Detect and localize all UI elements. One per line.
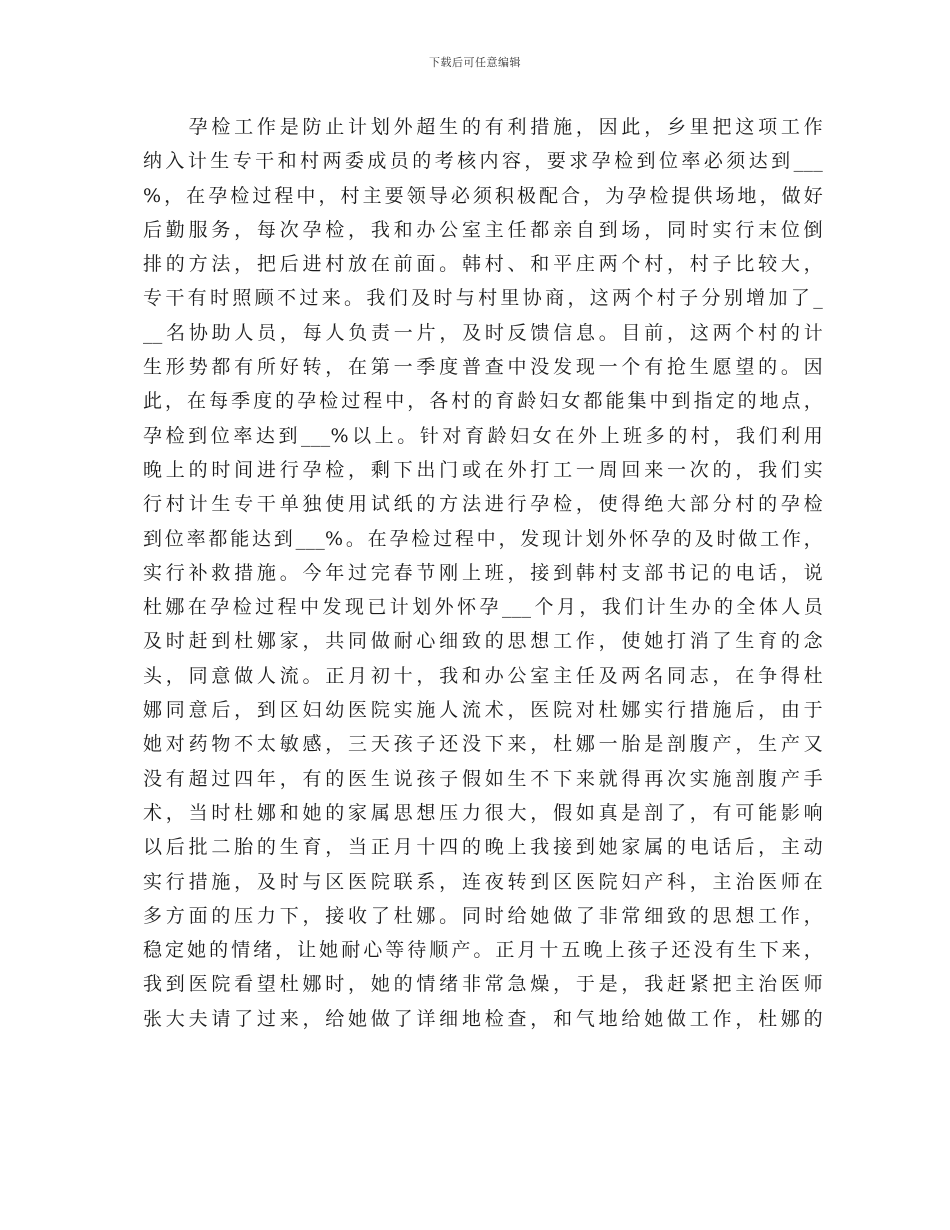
- text-line: 没有超过四年，有的医生说孩子假如生不下来就得再次实施剖腹产手: [143, 767, 823, 790]
- text-line: 实行补救措施。今年过完春节刚上班，接到韩村支部书记的电话，说: [143, 561, 823, 584]
- text-line: 多方面的压力下，接收了杜娜。同时给她做了非常细致的思想工作，: [143, 904, 823, 927]
- text-line: 娜同意后，到区妇幼医院实施人流术，医院对杜娜实行措施后，由于: [143, 699, 823, 722]
- text-line: 生形势都有所好转，在第一季度普查中没发现一个有抢生愿望的。因: [143, 356, 823, 379]
- text-line: 到位率都能达到___%。在孕检过程中，发现计划外怀孕的及时做工作，: [143, 527, 823, 550]
- text-line: 纳入计生专干和村两委成员的考核内容，要求孕检到位率必须达到___: [143, 150, 823, 173]
- text-line: 张大夫请了过来，给她做了详细地检查，和气地给她做工作，杜娜的: [143, 1007, 823, 1030]
- page-header: 下载后可任意编辑: [429, 56, 521, 69]
- text-line: %，在孕检过程中，村主要领导必须积极配合，为孕检提供场地，做好: [143, 184, 823, 207]
- text-line: 术，当时杜娜和她的家属思想压力很大，假如真是剖了，有可能影响: [143, 801, 823, 824]
- text-line: 排的方法，把后进村放在前面。韩村、和平庄两个村，村子比较大，: [143, 253, 823, 276]
- text-line: 孕检工作是防止计划外超生的有利措施，因此，乡里把这项工作: [143, 116, 823, 138]
- text-line: 杜娜在孕检过程中发现已计划外怀孕___个月，我们计生办的全体人员: [143, 596, 823, 619]
- body-paragraph: [143, 110, 823, 1036]
- text-line: 晚上的时间进行孕检，剩下出门或在外打工一周回来一次的，我们实: [143, 458, 823, 481]
- text-line: 头，同意做人流。正月初十，我和办公室主任及两名同志，在争得杜: [143, 664, 823, 687]
- text-line: 行村计生专干单独使用试纸的方法进行孕检，使得绝大部分村的孕检: [143, 493, 823, 516]
- text-line: __名协助人员，每人负责一片，及时反馈信息。目前，这两个村的计: [143, 321, 823, 344]
- text-line: 实行措施，及时与区医院联系，连夜转到区医院妇产科，主治医师在: [143, 870, 823, 893]
- text-line: 后勤服务，每次孕检，我和办公室主任都亲自到场，同时实行末位倒: [143, 218, 823, 241]
- text-line: 孕检到位率达到___%以上。针对育龄妇女在外上班多的村，我们利用: [143, 424, 823, 447]
- text-line: 专干有时照顾不过来。我们及时与村里协商，这两个村子分别增加了_: [143, 287, 823, 310]
- text-line: 稳定她的情绪，让她耐心等待顺产。正月十五晚上孩子还没有生下来，: [143, 939, 823, 962]
- text-line: 她对药物不太敏感，三天孩子还没下来，杜娜一胎是剖腹产，生产又: [143, 733, 823, 756]
- text-line: 以后批二胎的生育，当正月十四的晚上我接到她家属的电话后，主动: [143, 836, 823, 859]
- text-line: 此，在每季度的孕检过程中，各村的育龄妇女都能集中到指定的地点，: [143, 390, 823, 413]
- text-line: 我到医院看望杜娜时，她的情绪非常急燥，于是，我赶紧把主治医师: [143, 973, 823, 996]
- text-line: 及时赶到杜娜家，共同做耐心细致的思想工作，使她打消了生育的念: [143, 630, 823, 653]
